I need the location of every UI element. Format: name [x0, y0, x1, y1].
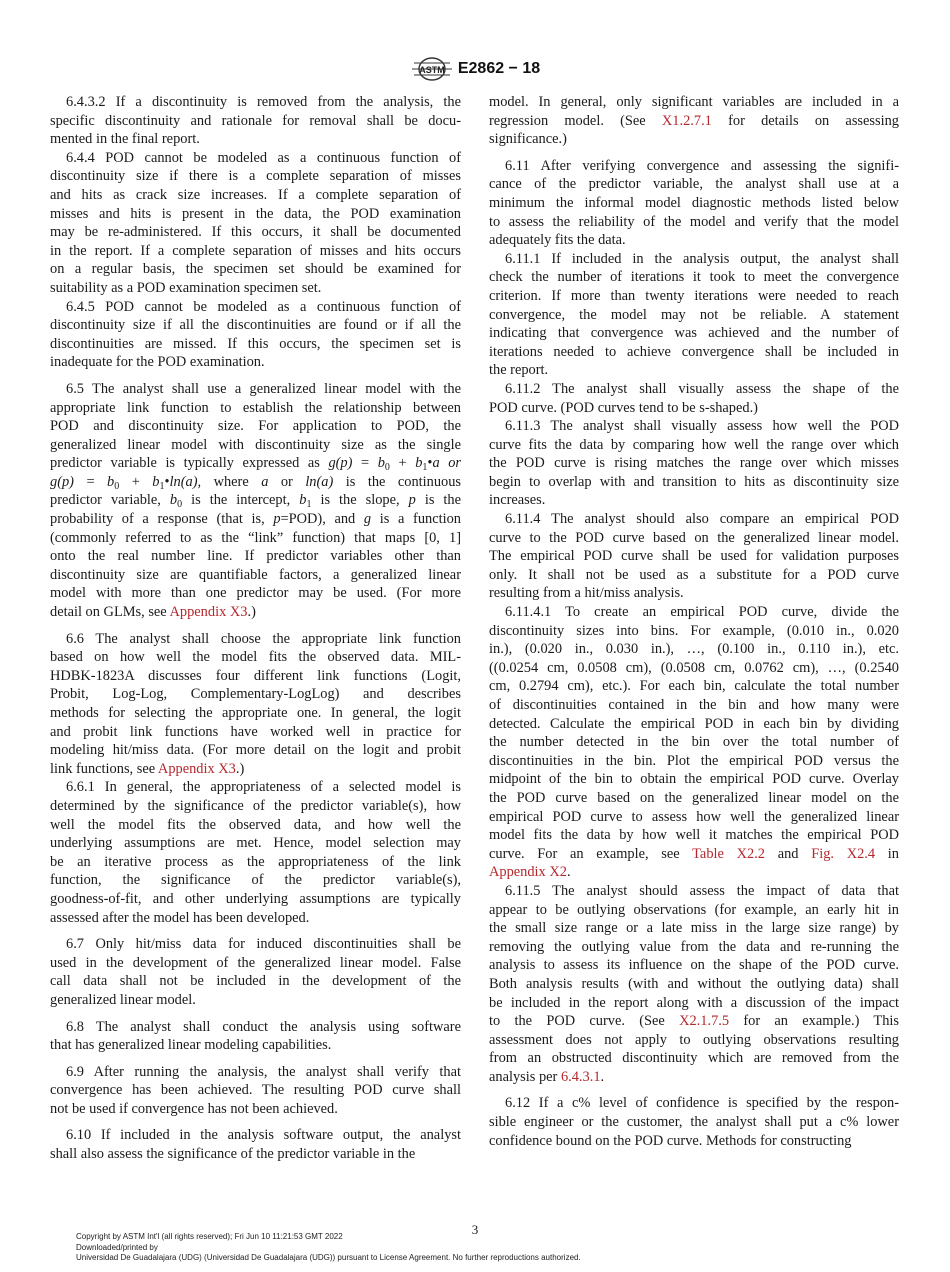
- text-line: onto the real number line. If predictor variables other than: [50, 548, 461, 565]
- text-line: to assess the reliability of the model and verify that the model: [489, 213, 899, 230]
- text-line: confidence bound on the POD curve. Methods for constructing: [489, 1132, 852, 1149]
- text-line: suitability as a POD examination specimen set.: [50, 279, 322, 296]
- text-line: 6.4.3.2 If a discontinuity is removed from the analysis, the: [66, 94, 461, 110]
- text-line: and hits as crack size increases. If a complete separation of: [50, 186, 461, 203]
- page-number: 3: [471, 1222, 479, 1237]
- text-line: 6.11.4.1 To create an empirical POD curve, divide the: [505, 604, 899, 621]
- text-line: in the report. If a complete separation of misses and hits occurs: [50, 242, 461, 259]
- text-line: resulting from a hit/miss analysis.: [489, 585, 684, 602]
- text-line: 6.11 After verifying convergence and assessing the signifi-: [505, 157, 899, 174]
- text-line: discontinuity size if there is a complete separation of misses: [50, 168, 461, 185]
- paragraph: [50, 1018, 461, 1055]
- text-line: (commonly referred to as the “link” function) that maps [0, 1]: [50, 529, 461, 546]
- text-line: 6.11.1 If included in the analysis output, the analyst shall: [505, 250, 899, 267]
- copyright-footer: [76, 1232, 581, 1264]
- text-line: well the model fits the observed data, and how well the: [50, 816, 461, 833]
- text-line: detected. Calculate the empirical POD in each bin by dividing: [489, 715, 899, 732]
- paragraph: [489, 157, 899, 250]
- text-line: begin to overlap with and transition to hits as discontinuity size: [489, 473, 899, 490]
- text-line: inadequate for the POD examination.: [50, 354, 265, 371]
- text-line: 6.5 The analyst shall use a generalized linear model with the: [66, 380, 461, 397]
- text-line: specific discontinuity and rationale for removal shall be docu-: [50, 112, 461, 129]
- text-line: generalized linear model with discontinuity size as the single: [50, 436, 461, 453]
- text-line: check the number of iterations it took to meet the convergence: [489, 269, 899, 286]
- paragraph: [50, 1126, 461, 1163]
- text-line: sible engineer or the customer, the analyst shall put a c% lower: [489, 1114, 899, 1131]
- text-line: indicating that convergence was achieved and the number of: [489, 325, 899, 342]
- paragraph: [489, 1094, 899, 1150]
- text-line: modeling hit/miss data. (For more detail on the logit and probit: [50, 742, 461, 759]
- text-line: predictor variable, $b_0$ is the intercept, $b_1$ is the slope, p is the: [50, 492, 461, 511]
- right-column: [489, 93, 899, 1150]
- text-line: be included in the report along with a discussion of the impact: [489, 994, 899, 1011]
- footer-downloaded-line: Downloaded/printed by: [76, 1242, 158, 1252]
- paragraph: [50, 935, 461, 1009]
- text-line: the POD curve based on the generalized linear model on the: [489, 789, 899, 806]
- text-line: Probit, Log-Log, Complementary-LogLog) and describes: [50, 686, 461, 703]
- cross-reference-link[interactable]: X1.2.7.1: [661, 112, 712, 129]
- text-line: 6.8 The analyst shall conduct the analysis using software: [66, 1018, 461, 1035]
- paragraph: [50, 778, 461, 927]
- text-line: 6.10 If included in the analysis software output, the analyst: [66, 1127, 461, 1144]
- text-line: analysis to assess its influence on the shape of the POD curve.: [489, 957, 899, 974]
- text-line: in.), (0.020 in., 0.030 in.), …, (0.100 in., 0.110 in.), etc.: [489, 641, 899, 658]
- text-line: function, the significance of the predictor variable(s),: [50, 872, 461, 889]
- cross-reference-link[interactable]: 6.4.3.1: [560, 1068, 601, 1085]
- text-line: cm, 0.2794 cm), etc.). For each bin, calculate the total number: [489, 678, 899, 695]
- text-line: underlying assumptions are met. Hence, model selection may: [50, 835, 461, 852]
- text-line: the small size range or a late miss in the large size range) by: [489, 920, 899, 937]
- document-designation: E2862 − 18: [457, 60, 541, 77]
- text-line: 6.9 After running the analysis, the analyst shall verify that: [66, 1063, 461, 1080]
- text-line: misses and hits is present in the data, the POD examination: [50, 205, 461, 222]
- text-line: detail on GLMs, see Appendix X3.): [50, 604, 256, 621]
- text-line: from an obstructed discontinuity which are removed from the: [489, 1050, 899, 1067]
- text-line: 6.7 Only hit/miss data for induced discontinuities shall be: [66, 936, 461, 953]
- cross-reference-link[interactable]: Appendix X3: [169, 604, 248, 621]
- text-line: generalized linear model.: [50, 991, 196, 1008]
- astm-logo-icon: [410, 56, 454, 82]
- text-line: assessed after the model has been developed.: [50, 909, 310, 926]
- text-line: appropriate link function to establish the relationship between: [50, 399, 461, 416]
- text-line: HDBK-1823A discusses four different link functions (Logit,: [50, 667, 461, 684]
- text-line: and probit link functions have worked well in practice for: [50, 723, 461, 740]
- paragraph: [489, 250, 899, 380]
- text-line: mented in the final report.: [50, 131, 200, 148]
- cross-reference-link[interactable]: Fig. X2.4: [811, 845, 876, 862]
- text-line: model. In general, only significant variables are included in a: [489, 94, 899, 110]
- text-line: the number detected in the bin over the total number of: [489, 734, 899, 751]
- text-line: may be re-administered. If this occurs, it shall be documented: [50, 224, 461, 241]
- text-line: 6.6.1 In general, the appropriateness of a selected model is: [66, 779, 461, 796]
- text-line: 6.12 If a c% level of confidence is specified by the respon-: [505, 1095, 899, 1112]
- paragraph: [489, 93, 899, 149]
- text-line: discontinuity size are quantifiable factors, a generalized linear: [50, 566, 461, 583]
- text-line: 6.11.5 The analyst should assess the impact of data that: [505, 882, 899, 899]
- text-line: curve. For an example, see Table X2.2 and Fig. X2.4 in: [489, 845, 899, 862]
- text-line: that has generalized linear modeling capabilities.: [50, 1037, 332, 1054]
- text-line: probability of a response (that is, p=POD), and g is a function: [50, 511, 461, 528]
- text-line: determined by the significance of the predictor variable(s), how: [50, 797, 461, 814]
- text-line: discontinuity sizes into bins. For example, (0.010 in., 0.020: [489, 622, 899, 639]
- paragraph: [50, 298, 461, 372]
- footer-copyright-line: Copyright by ASTM Int'l (all rights reserved); Fri Jun 10 11:21:53 GMT 2022: [76, 1232, 343, 1241]
- text-line: criterion. If more than twenty iterations were needed to reach: [489, 287, 899, 304]
- text-line: minimum the informal model diagnostic methods listed below: [489, 194, 899, 211]
- text-line: used in the development of the generalized linear model. False: [50, 954, 461, 971]
- text-line: convergence has been achieved. The resulting POD curve shall: [50, 1082, 461, 1099]
- text-line: 6.11.4 The analyst should also compare an empirical POD: [505, 511, 899, 528]
- text-line: based on how well the model fits the observed data. MIL-: [50, 649, 461, 666]
- svg-text:ASTM: ASTM: [419, 65, 445, 75]
- text-line: to the POD curve. (See X2.1.7.5 for an example.) This: [489, 1013, 899, 1030]
- page-header: [0, 56, 950, 82]
- cross-reference-link[interactable]: Table X2.2: [692, 845, 765, 862]
- text-line: not be used if convergence has not been achieved.: [50, 1100, 338, 1117]
- text-line: of discontinuities contained in the bin and how many were: [489, 697, 899, 713]
- text-line: predictor variable is typically expressed as $g(p) = b_0$ + $b_1•a$ or: [50, 455, 462, 474]
- text-line: The empirical POD curve shall be used for validation purposes: [489, 548, 899, 565]
- paragraph: [489, 603, 899, 882]
- paragraph: [50, 1063, 461, 1119]
- text-line: discontinuities in the bin. Plot the empirical POD versus the: [489, 752, 899, 769]
- text-line: 6.11.2 The analyst shall visually assess the shape of the: [505, 380, 899, 397]
- text-line: $g(p) = b_0$ + $b_1•\ln(a)$, where a or ln(a) is the continuous: [50, 473, 462, 492]
- text-line: shall also assess the significance of the predictor variable in the: [50, 1146, 416, 1163]
- text-line: midpoint of the bin to obtain the empirical POD curve. Overlay: [489, 771, 899, 788]
- left-column: [50, 93, 461, 1164]
- cross-reference-link[interactable]: X2.1.7.5: [679, 1013, 730, 1030]
- paragraph: [489, 417, 899, 510]
- text-line: appear to be outlying observations (for example, an early hit in: [489, 901, 899, 918]
- text-line: 6.11.3 The analyst shall visually assess how well the POD: [505, 418, 899, 435]
- paragraph: [50, 630, 461, 779]
- footer-license-line: Universidad De Guadalajara (UDG) (Universidad De Guadalajara (UDG)) pursuant to License Agreement. No further reproductions authorized.: [76, 1253, 581, 1262]
- text-line: on a regular basis, the specimen set should be examined for: [50, 261, 461, 278]
- text-line: only. It shall not be used as a substitute for a POD curve: [489, 566, 899, 583]
- text-line: curve to the POD curve based on the generalized linear model.: [489, 529, 899, 546]
- text-line: regression model. (See X1.2.7.1 for details on assessing: [489, 112, 899, 129]
- text-line: be an iterative process as the appropriateness of the link: [50, 853, 461, 870]
- paragraph: [489, 882, 899, 1087]
- text-line: analysis per 6.4.3.1.: [489, 1068, 605, 1085]
- text-line: the report.: [489, 362, 549, 379]
- text-line: 6.6 The analyst shall choose the appropriate link function: [66, 630, 461, 647]
- text-line: model with more than one predictor may be used. (For more: [50, 585, 461, 602]
- text-line: model fits the data by how well it matches the empirical POD: [489, 827, 899, 844]
- text-line: increases.: [489, 492, 546, 509]
- text-line: discontinuity size if all the discontinuities are found or if all the: [50, 317, 461, 334]
- paragraph: [50, 93, 461, 149]
- text-line: iterations needed to achieve convergence shall be included in: [489, 343, 899, 360]
- text-line: ((0.0254 cm, 0.0508 cm), (0.0508 cm, 0.0762 cm), …, (0.2540: [489, 659, 899, 676]
- text-line: POD and discontinuity size. For application to POD, the: [50, 418, 461, 435]
- text-line: significance.): [489, 131, 567, 148]
- cross-reference-link[interactable]: Appendix X3: [157, 760, 236, 777]
- text-line: link functions, see Appendix X3.): [50, 760, 245, 777]
- text-line: assessment does not apply to outlying observations resulting: [489, 1031, 899, 1048]
- text-line: 6.4.5 POD cannot be modeled as a continuous function of: [66, 298, 461, 315]
- text-line: 6.4.4 POD cannot be modeled as a continuous function of: [66, 149, 461, 166]
- text-line: Both analysis results (with and without the outlying data) shall: [489, 975, 899, 992]
- text-line: call data shall not be included in the development of the: [50, 973, 461, 990]
- text-line: removing the outlying value from the data and re-running the: [489, 938, 899, 955]
- text-line: discontinuities are missed. If this occurs, the specimen set is: [50, 335, 461, 352]
- paragraph: [489, 510, 899, 603]
- paragraph: [50, 149, 461, 298]
- text-line: adequately fits the data.: [489, 232, 626, 249]
- paragraph: [50, 380, 461, 622]
- text-line: goodness-of-fit, and other underlying assumptions are typically: [50, 890, 461, 907]
- paragraph: [489, 380, 899, 417]
- text-line: cance of the predictor variable, the analyst shall use at a: [489, 176, 899, 193]
- text-line: Appendix X2.: [489, 864, 571, 881]
- text-line: POD curve. (POD curves tend to be s-shaped.): [489, 399, 758, 416]
- cross-reference-link[interactable]: Appendix X2: [489, 864, 567, 881]
- text-line: curve fits the data by comparing how well the range over which: [489, 436, 899, 453]
- text-line: empirical POD curve to assess how well the generalized linear: [489, 808, 899, 825]
- text-line: methods for selecting the appropriate one. In general, the logit: [50, 705, 461, 721]
- text-line: the POD curve is rising matches the range over which misses: [489, 455, 899, 472]
- text-line: convergence, the model may not be reliable. A statement: [489, 306, 899, 323]
